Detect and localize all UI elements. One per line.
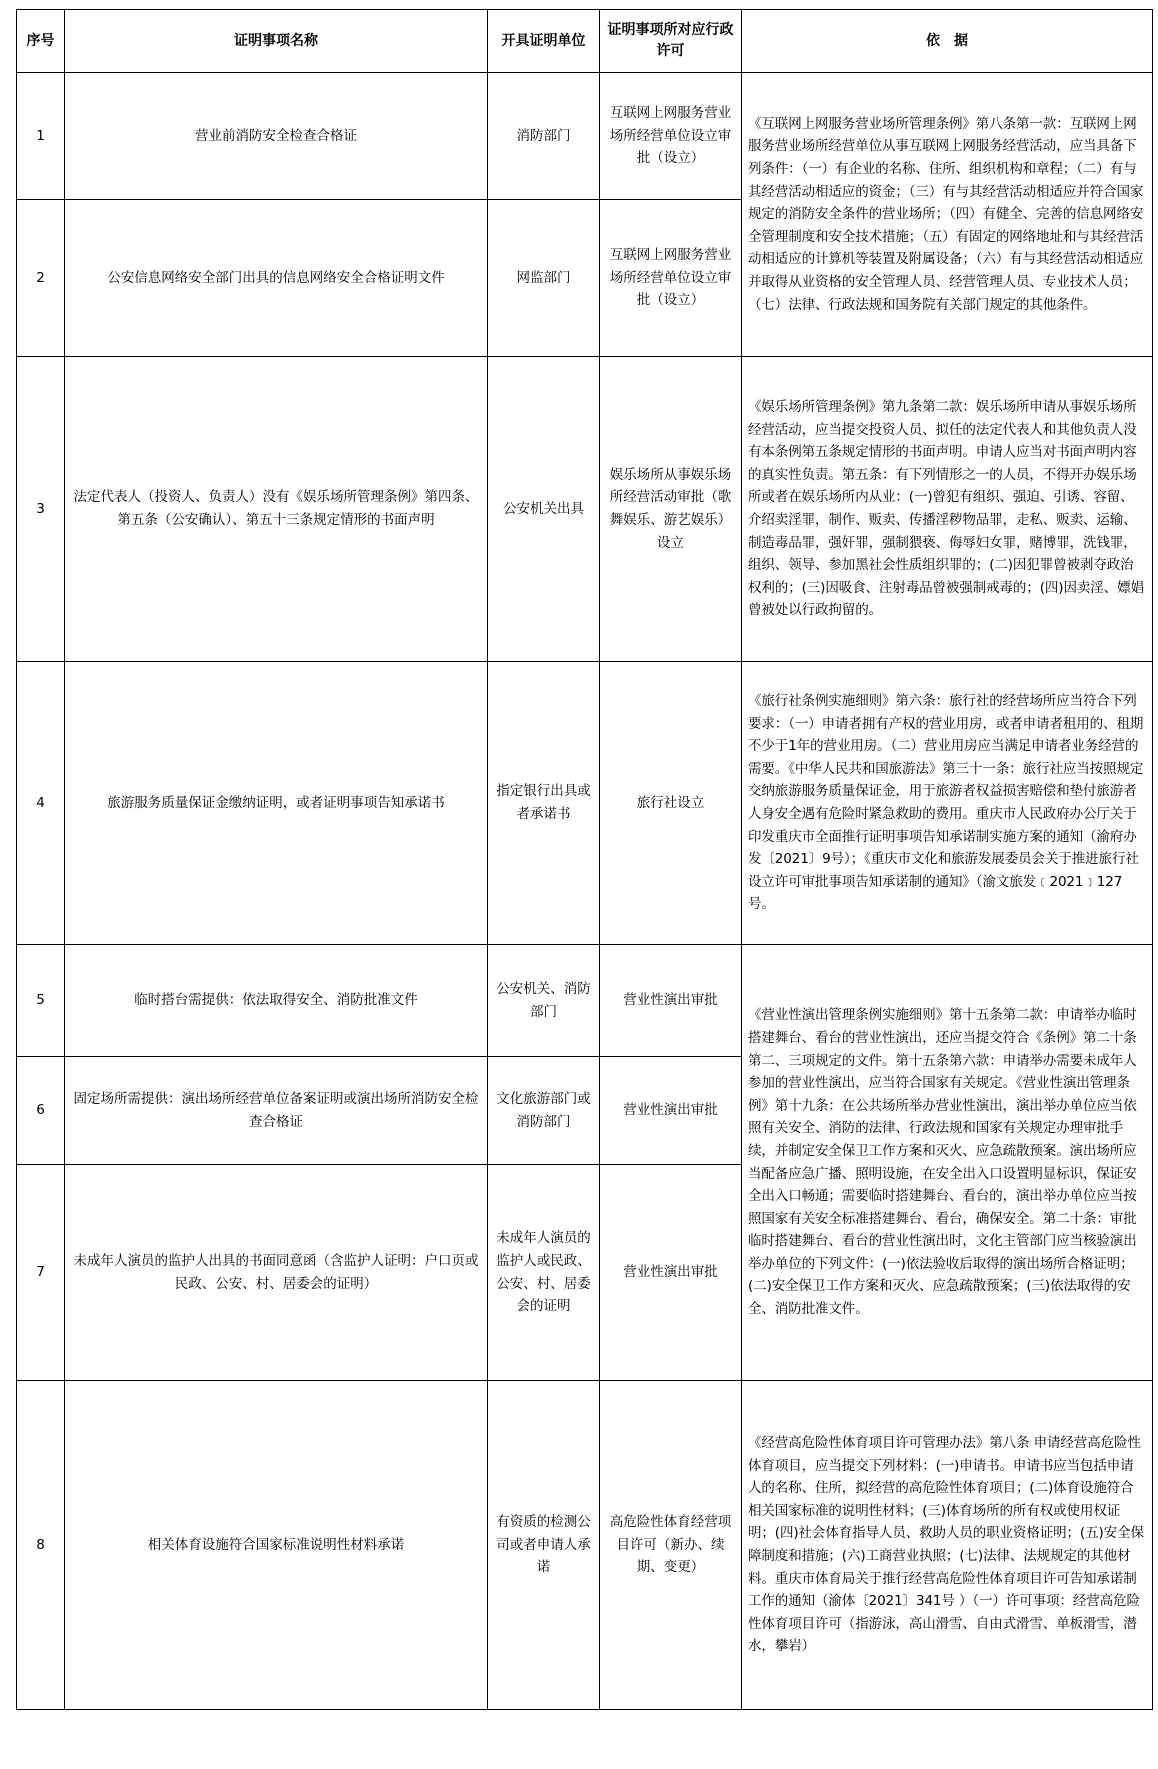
- row-permit: 娱乐场所从事娱乐场所经营活动审批（歌舞娱乐、游艺娱乐）设立: [600, 357, 742, 662]
- certificate-table: [16, 9, 1153, 1710]
- row-unit: 有资质的检测公司或者申请人承诺: [488, 1381, 600, 1710]
- table-row: [17, 357, 1153, 662]
- row-unit: 公安机关、消防部门: [488, 945, 600, 1057]
- table-row: [17, 945, 1153, 1057]
- header-unit: 开具证明单位: [488, 10, 600, 73]
- row-name: 临时搭台需提供：依法取得安全、消防批准文件: [65, 945, 488, 1057]
- row-permit: 营业性演出审批: [600, 1057, 742, 1165]
- row-name: 旅游服务质量保证金缴纳证明，或者证明事项告知承诺书: [65, 662, 488, 945]
- table-row: [17, 1381, 1153, 1710]
- row-name: 未成年人演员的监护人出具的书面同意函（含监护人证明：户口页或民政、公安、村、居委会的证明）: [65, 1165, 488, 1381]
- row-permit: 营业性演出审批: [600, 945, 742, 1057]
- row-unit: 文化旅游部门或消防部门: [488, 1057, 600, 1165]
- row-basis: 《互联网上网服务营业场所管理条例》第八条第一款：互联网上网服务营业场所经营单位从事互联网上网服务经营活动，应当具备下列条件：（一）有企业的名称、住所、组织机构和章程；（二）有与其经营活动相适应的资金；（三）有与其经营活动相适应并符合国家规定的消防安全条件的营业场所；（四）有健全、完善的信息网络安全管理制度和安全技术措施；（五）有固定的网络地址和与其经营活动相适应的计算机等装置及附属设备；（六）有与其经营活动相适应并取得从业资格的安全管理人员、经营管理人员、专业技术人员；（七）法律、行政法规和国务院有关部门规定的其他条件。: [742, 73, 1153, 357]
- header-name: 证明事项名称: [65, 10, 488, 73]
- header-basis: 依 据: [742, 10, 1153, 73]
- table-row: [17, 662, 1153, 945]
- table-row: [17, 73, 1153, 200]
- row-permit: 营业性演出审批: [600, 1165, 742, 1381]
- row-no: 6: [17, 1057, 65, 1165]
- row-no: 4: [17, 662, 65, 945]
- row-no: 8: [17, 1381, 65, 1710]
- row-unit: 消防部门: [488, 73, 600, 200]
- row-name: 固定场所需提供：演出场所经营单位备案证明或演出场所消防安全检查合格证: [65, 1057, 488, 1165]
- row-permit: 旅行社设立: [600, 662, 742, 945]
- row-no: 5: [17, 945, 65, 1057]
- row-unit: 指定银行出具或者承诺书: [488, 662, 600, 945]
- row-name: 公安信息网络安全部门出具的信息网络安全合格证明文件: [65, 200, 488, 357]
- row-no: 7: [17, 1165, 65, 1381]
- row-basis: 《旅行社条例实施细则》第六条：旅行社的经营场所应当符合下列要求：（一）申请者拥有产权的营业用房，或者申请者租用的、租期不少于1年的营业用房。（二）营业用房应当满足申请者业务经营的需要。《中华人民共和国旅游法》第三十一条：旅行社应当按照规定交纳旅游服务质量保证金，用于旅游者权益损害赔偿和垫付旅游者人身安全遇有危险时紧急救助的费用。重庆市人民政府办公厅关于印发重庆市全面推行证明事项告知承诺制实施方案的通知（渝府办发〔2021〕9号）；《重庆市文化和旅游发展委员会关于推进旅行社设立许可审批事项告知承诺制的通知》（渝文旅发﹝2021﹞127号。: [742, 662, 1153, 945]
- header-no: 序号: [17, 10, 65, 73]
- row-basis: 《营业性演出管理条例实施细则》第十五条第二款：申请举办临时搭建舞台、看台的营业性演出，还应当提交符合《条例》第二十条第二、三项规定的文件。第十五条第六款：申请举办需要未成年人参加的营业性演出，应当符合国家有关规定。《营业性演出管理条例》第十九条：在公共场所举办营业性演出，演出举办单位应当依照有关安全、消防的法律、行政法规和国家有关规定办理审批手续，并制定安全保卫工作方案和灭火、应急疏散预案。演出场所应当配备应急广播、照明设施，在安全出入口设置明显标识，保证安全出入口畅通；需要临时搭建舞台、看台的，演出举办单位应当按照国家有关安全标准搭建舞台、看台，确保安全。第二十条：审批临时搭建舞台、看台的营业性演出时，文化主管部门应当核验演出举办单位的下列文件：(一)依法验收后取得的演出场所合格证明；(二)安全保卫工作方案和灭火、应急疏散预案；(三)依法取得的安全、消防批准文件。: [742, 945, 1153, 1381]
- header-permit: 证明事项所对应行政许可: [600, 10, 742, 73]
- row-name: 营业前消防安全检查合格证: [65, 73, 488, 200]
- row-permit: 互联网上网服务营业场所经营单位设立审批（设立）: [600, 73, 742, 200]
- table-header-row: [17, 10, 1153, 73]
- row-no: 3: [17, 357, 65, 662]
- row-no: 1: [17, 73, 65, 200]
- row-unit: 公安机关出具: [488, 357, 600, 662]
- row-name: 相关体育设施符合国家标准说明性材料承诺: [65, 1381, 488, 1710]
- row-name: 法定代表人（投资人、负责人）没有《娱乐场所管理条例》第四条、第五条（公安确认）、第五十三条规定情形的书面声明: [65, 357, 488, 662]
- row-unit: 未成年人演员的监护人或民政、公安、村、居委会的证明: [488, 1165, 600, 1381]
- row-basis: 《娱乐场所管理条例》第九条第二款：娱乐场所申请从事娱乐场所经营活动，应当提交投资人员、拟任的法定代表人和其他负责人没有本条例第五条规定情形的书面声明。申请人应当对书面声明内容的真实性负责。第五条：有下列情形之一的人员，不得开办娱乐场所或者在娱乐场所内从业：(一)曾犯有组织、强迫、引诱、容留、介绍卖淫罪，制作、贩卖、传播淫秽物品罪，走私、贩卖、运输、制造毒品罪，强奸罪，强制猥亵、侮辱妇女罪，赌博罪，洗钱罪，组织、领导、参加黑社会性质组织罪的；(二)因犯罪曾被剥夺政治权利的；(三)因吸食、注射毒品曾被强制戒毒的；(四)因卖淫、嫖娼曾被处以行政拘留的。: [742, 357, 1153, 662]
- row-no: 2: [17, 200, 65, 357]
- row-basis: 《经营高危险性体育项目许可管理办法》第八条 申请经营高危险性体育项目，应当提交下列材料：(一)申请书。申请书应当包括申请人的名称、住所，拟经营的高危险性体育项目；(二)体育设施符合相关国家标准的说明性材料；(三)体育场所的所有权或使用权证明；(四)社会体育指导人员、救助人员的职业资格证明；(五)安全保障制度和措施；(六)工商营业执照；(七)法律、法规规定的其他材料。重庆市体育局关于推行经营高危险性体育项目许可告知承诺制工作的通知（渝体〔2021〕341号 ）（一）许可事项：经营高危险性体育项目许可（指游泳，高山滑雪、自由式滑雪、单板滑雪，潜水，攀岩）: [742, 1381, 1153, 1710]
- row-permit: 互联网上网服务营业场所经营单位设立审批（设立）: [600, 200, 742, 357]
- row-permit: 高危险性体育经营项目许可（新办、续期、变更）: [600, 1381, 742, 1710]
- row-unit: 网监部门: [488, 200, 600, 357]
